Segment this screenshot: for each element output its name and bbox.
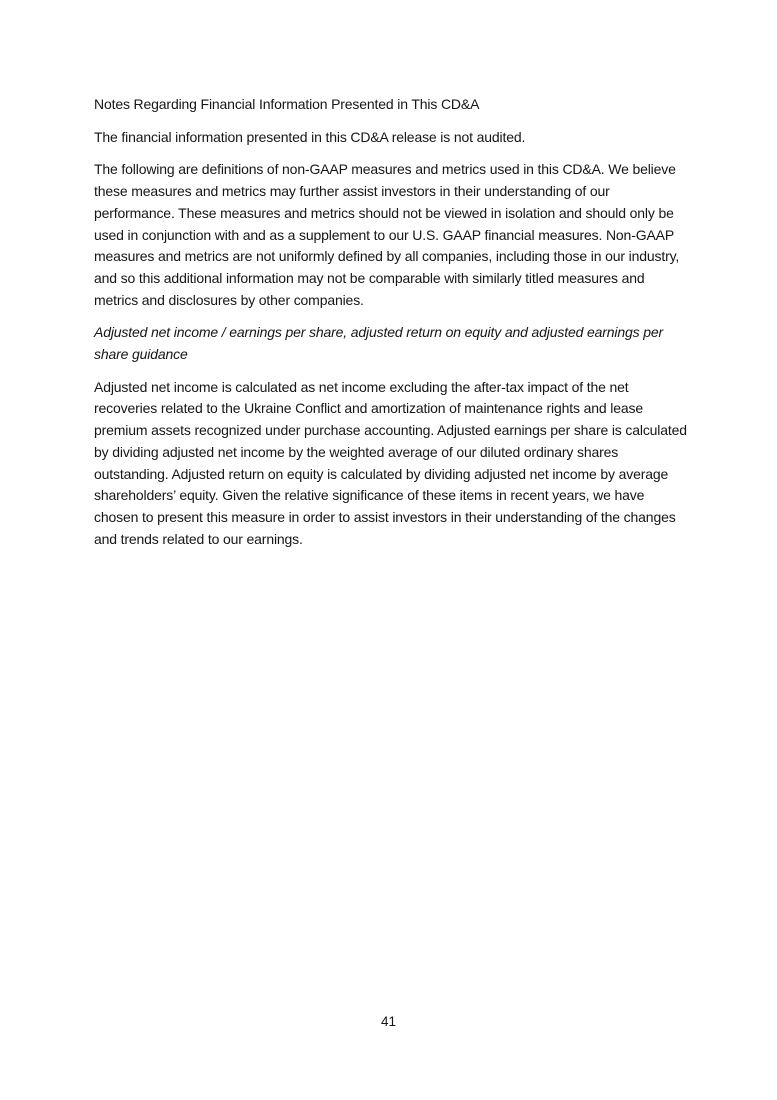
subsection-heading-adjusted-net-income: Adjusted net income / earnings per share, adjusted return on equity and adjusted earnings per share guidance	[94, 324, 663, 363]
paragraph-non-gaap-definitions: The following are definitions of non-GAAP measures and metrics used in this CD&A. We believe these measures and metrics may further assist investors in their understanding of our performance. These measures and metrics should not be viewed in isolation and should only be used in conjunction with and as a supplement to our U.S. GAAP financial measures. Non-GAAP measures and metrics are not uniformly defined by all companies, including those in our industry, and so this additional information may not be comparable with similarly titled measures and metrics and disclosures by other companies.	[94, 161, 680, 308]
paragraph-adjusted-net-income: Adjusted net income is calculated as net income excluding the after-tax impact of the net recoveries related to the Ukraine Conflict and amortization of maintenance rights and lease premium assets recognized under purchase accounting. Adjusted earnings per share is calculated by dividing adjusted net income by the weighted average of our diluted ordinary shares outstanding. Adjusted return on equity is calculated by dividing adjusted net income by average shareholders’ equity. Given the relative significance of these items in recent years, we have chosen to present this measure in order to assist investors in their understanding of the changes and trends related to our earnings.	[94, 378, 687, 547]
section-heading: Notes Regarding Financial Information Presented in This CD&A	[94, 96, 480, 112]
document-body	[94, 94, 690, 561]
page-number: 41	[380, 1014, 397, 1029]
paragraph-not-audited: The financial information presented in this CD&A release is not audited.	[94, 128, 526, 145]
